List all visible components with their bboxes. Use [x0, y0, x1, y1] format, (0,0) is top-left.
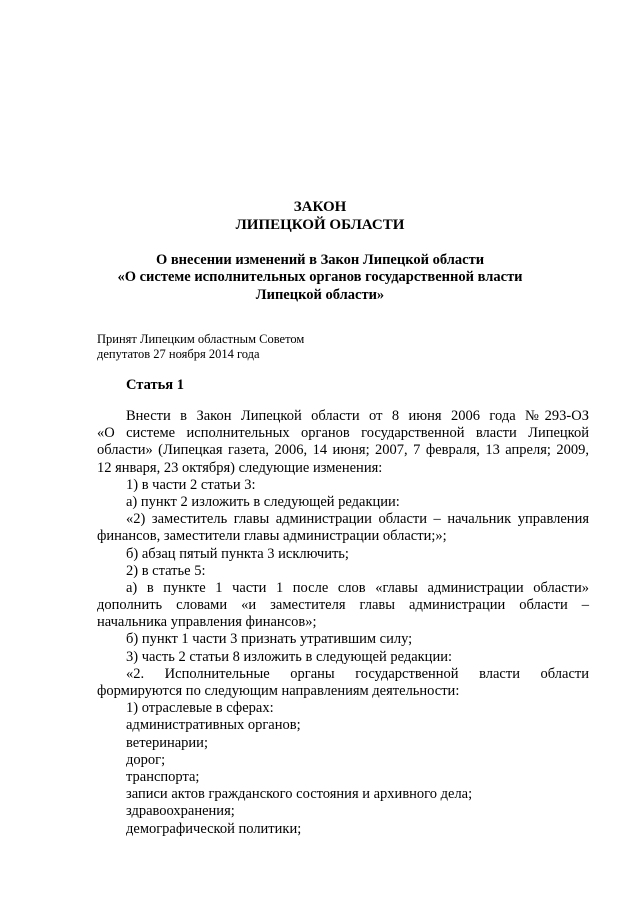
body-line: формируются по следующим направлениям деятельности: [97, 683, 460, 699]
adopted-line1: Принят Липецким областным Советом [97, 332, 305, 346]
body-line: дополнить словами «и заместителя главы администрации области – [97, 597, 589, 614]
body-line: а) в пункте 1 части 1 после слов «главы администрации области» [126, 579, 589, 596]
law-region: ЛИПЕЦКОЙ ОБЛАСТИ [235, 217, 405, 233]
body-line: начальника управления финансов»; [97, 614, 317, 631]
body-line: б) абзац пятый пункта 3 исключить; [126, 545, 349, 562]
body-line: 2) в статье 5: [126, 562, 206, 579]
law-title: ЗАКОН [293, 199, 347, 215]
body-line: 12 января, 23 октября) следующие изменения: [97, 459, 383, 476]
body-line: б) пункт 1 части 3 признать утратившим силу; [126, 631, 413, 648]
law-subtitle-line1: О внесении изменений в Закон Липецкой области [155, 252, 485, 268]
body-line: демографической политики; [126, 820, 302, 837]
adopted-line2: депутатов 27 ноября 2014 года [97, 347, 260, 361]
law-subtitle-line3: Липецкой области» [255, 287, 385, 303]
article-body [97, 408, 589, 838]
body-line: Внести в Закон Липецкой области от 8 июня 2006 года №293-ОЗ [126, 408, 589, 424]
body-line: здравоохранения; [126, 803, 235, 820]
body-line: административных органов; [126, 717, 301, 734]
article-heading: Статья 1 [126, 377, 184, 393]
body-line: транспорта; [126, 768, 200, 785]
body-line: дорог; [126, 751, 166, 768]
body-line: а) пункт 2 изложить в следующей редакции: [126, 493, 400, 510]
law-subtitle-line2: «О системе исполнительных органов государственной власти [117, 269, 523, 285]
body-line: 1) в части 2 статьи 3: [126, 476, 256, 493]
body-line: «2) заместитель главы администрации области – начальник управления [126, 511, 589, 528]
body-line: финансов, заместители главы администрации области;»; [97, 528, 447, 545]
body-line: «2. Исполнительные органы государственной власти области [126, 665, 589, 682]
body-line: 3) часть 2 статьи 8 изложить в следующей редакции: [126, 648, 452, 665]
body-line: ветеринарии; [126, 734, 208, 751]
body-line: «О системе исполнительных органов государственной власти Липецкой [97, 425, 589, 442]
body-line: области» (Липецкая газета, 2006, 14 июня; 2007, 7 февраля, 13 апреля; 2009, [97, 442, 589, 459]
body-line: 1) отраслевые в сферах: [126, 700, 274, 717]
body-line: записи актов гражданского состояния и архивного дела; [126, 786, 473, 803]
